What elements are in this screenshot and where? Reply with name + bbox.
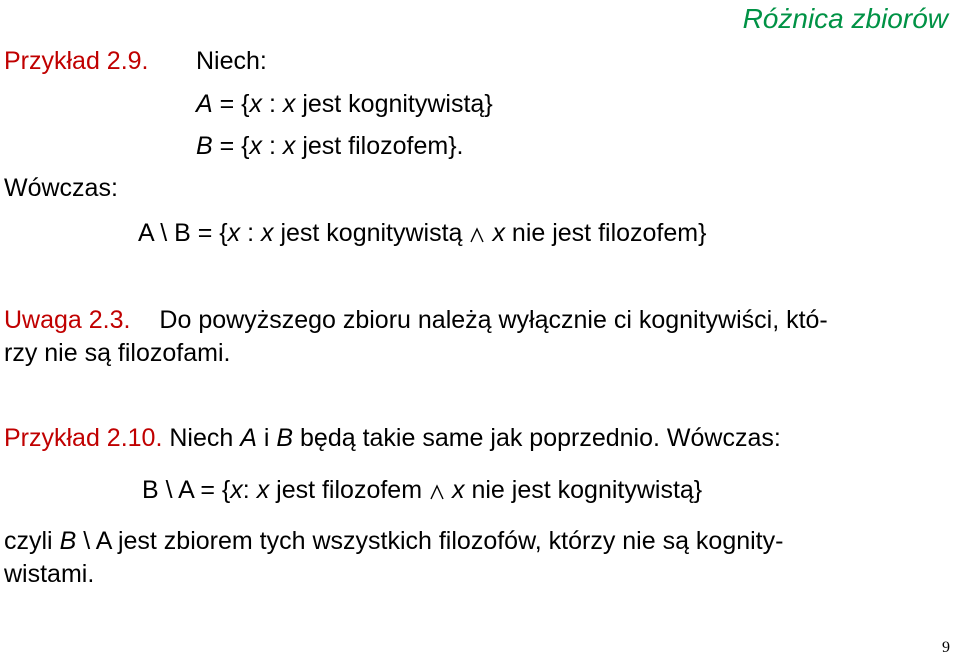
- example-text: będą takie same jak poprzednio. Wówczas:: [293, 424, 781, 452]
- remark-text-line2: rzy nie są filozofami.: [4, 339, 231, 367]
- remark-label: Uwaga 2.3.: [4, 306, 131, 334]
- logical-and-icon: [462, 218, 492, 248]
- variable: x: [261, 219, 274, 247]
- separator: :: [240, 219, 261, 247]
- variable: x: [282, 90, 296, 118]
- formula-condition: nie jest kognitywistą}: [464, 476, 703, 504]
- set-symbol: A: [196, 90, 213, 118]
- variable: x: [492, 219, 505, 247]
- example-label: Przykład 2.9.: [4, 47, 149, 75]
- conclusion-text: \ A jest zbiorem tych wszystkich filozofów, którzy nie są kognity-: [76, 527, 784, 555]
- formula-lhs: B \ A = {: [142, 476, 231, 504]
- set-symbol: B: [59, 527, 77, 555]
- separator: :: [242, 476, 257, 504]
- difference-formula-a-minus-b: [138, 218, 706, 248]
- variable: x: [282, 132, 296, 160]
- variable: x: [249, 90, 263, 118]
- then-label: Wówczas:: [4, 174, 118, 202]
- variable: x: [256, 476, 270, 504]
- variable: x: [230, 476, 243, 504]
- set-brace: = {: [212, 90, 250, 118]
- set-symbol: B: [196, 132, 213, 160]
- example-label: Przykład 2.10.: [4, 424, 163, 452]
- set-brace: = {: [212, 132, 250, 160]
- example-text: Niech: [162, 424, 241, 452]
- example-intro: Niech:: [196, 47, 267, 75]
- set-definition-b: [196, 131, 464, 161]
- remark: [4, 305, 828, 335]
- formula-condition: jest kognitywistą: [273, 219, 463, 247]
- formula-condition: jest filozofem: [269, 476, 423, 504]
- difference-formula-b-minus-a: [142, 475, 702, 505]
- example2: [4, 423, 781, 453]
- variable: x: [227, 219, 241, 247]
- conclusion-line2: wistami.: [4, 560, 95, 588]
- set-symbol: A: [240, 424, 257, 452]
- page-number: 9: [942, 639, 950, 656]
- slide-title: Różnica zbiorów: [742, 3, 948, 34]
- separator: :: [262, 132, 283, 160]
- example-text: i: [256, 424, 277, 452]
- set-definition-a: [196, 89, 493, 119]
- formula-condition: nie jest filozofem}: [504, 219, 707, 247]
- formula-lhs: A \ B = {: [138, 219, 228, 247]
- logical-and-icon: [422, 475, 452, 505]
- conclusion-line1: [4, 526, 783, 556]
- variable: x: [249, 132, 263, 160]
- variable: x: [452, 476, 465, 504]
- set-symbol: B: [276, 424, 294, 452]
- set-condition: jest filozofem}.: [295, 132, 464, 160]
- remark-text-line1: Do powyższego zbioru należą wyłącznie ci kognitywiści, któ-: [159, 306, 828, 334]
- conclusion-text: czyli: [4, 527, 60, 555]
- set-condition: jest kognitywistą}: [295, 90, 493, 118]
- separator: :: [262, 90, 283, 118]
